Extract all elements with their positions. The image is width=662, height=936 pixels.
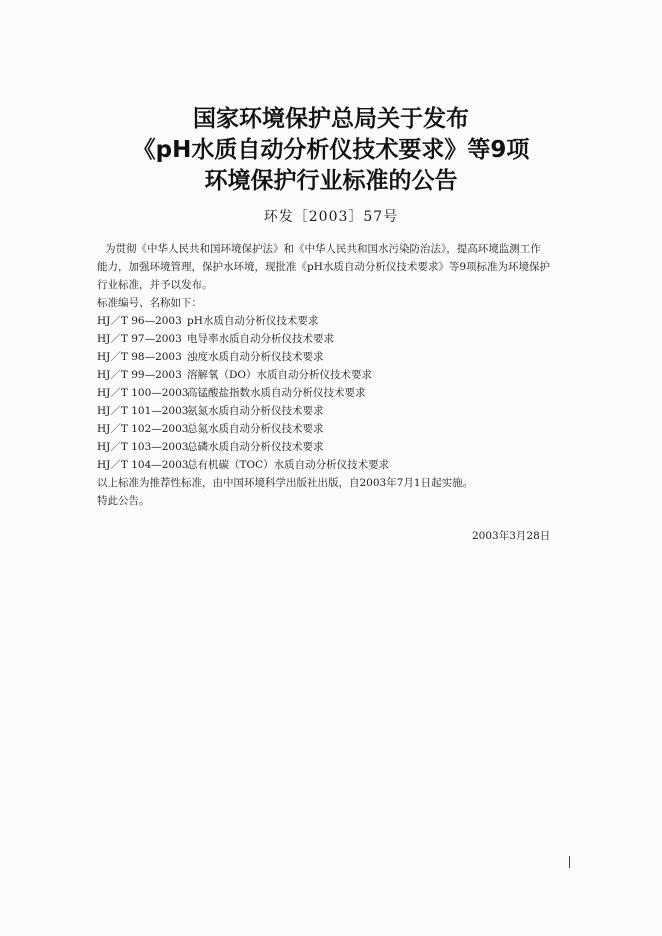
- list-item: [97, 348, 597, 366]
- standard-code: HJ／T 96—2003: [97, 315, 182, 327]
- list-item: [97, 384, 597, 402]
- standard-name: 浊度水质自动分析仪技术要求: [187, 351, 324, 363]
- standard-name: 氨氮水质自动分析仪技术要求: [187, 405, 324, 417]
- page-edge-mark: [569, 856, 570, 868]
- title-line-3: 环境保护行业标准的公告: [204, 168, 458, 194]
- intro-paragraph: [97, 240, 597, 294]
- standard-code: HJ／T 104—2003: [97, 459, 189, 471]
- standard-name: 高锰酸盐指数水质自动分析仪技术要求: [187, 387, 366, 399]
- title-line-2: 《pH水质自动分析仪技术要求》等9项: [132, 137, 530, 163]
- standard-code: HJ／T 98—2003: [97, 351, 182, 363]
- standard-code: HJ／T 103—2003: [97, 441, 189, 453]
- document-title: [0, 104, 662, 197]
- list-item: [97, 438, 597, 456]
- intro-line-1: 为贯彻《中华人民共和国环境保护法》和《中华人民共和国水污染防治法》，提高环境监测工作: [105, 243, 541, 255]
- list-item: [97, 312, 597, 330]
- intro-line-2: 能力，加强环境管理，保护水环境，现批准《pH水质自动分析仪技术要求》等9项标准为环境保护: [97, 261, 551, 273]
- title-line-1: 国家环境保护总局关于发布: [193, 106, 469, 132]
- list-item: [97, 402, 597, 420]
- intro-line-3: 行业标准，并予以发布。: [97, 279, 213, 291]
- document-body: [97, 240, 597, 510]
- standard-code: HJ／T 97—2003: [97, 333, 182, 345]
- standard-name: 总氮水质自动分析仪技术要求: [187, 423, 324, 435]
- standard-name: pH水质自动分析仪技术要求: [187, 315, 319, 327]
- standard-code: HJ／T 101—2003: [97, 405, 189, 417]
- standard-code: HJ／T 100—2003: [97, 387, 189, 399]
- list-item: [97, 330, 597, 348]
- standard-name: 总有机碳（TOC）水质自动分析仪技术要求: [187, 459, 390, 471]
- standard-code: HJ／T 102—2003: [97, 423, 189, 435]
- standard-name: 溶解氧（DO）水质自动分析仪技术要求: [187, 369, 373, 381]
- standards-list: [97, 312, 597, 474]
- list-item: [97, 366, 597, 384]
- standard-code: HJ／T 99—2003: [97, 369, 182, 381]
- document-date: 2003年3月28日: [472, 530, 551, 542]
- standard-name: 电导率水质自动分析仪技术要求: [187, 333, 334, 345]
- closing-announcement: 特此公告。: [97, 495, 150, 507]
- list-item: [97, 420, 597, 438]
- closing-statement: 以上标准为推荐性标准，由中国环境科学出版社出版，自2003年7月1日起实施。: [97, 477, 474, 489]
- list-heading: 标准编号、名称如下：: [97, 297, 202, 309]
- standard-name: 总磷水质自动分析仪技术要求: [187, 441, 324, 453]
- list-item: [97, 456, 597, 474]
- document-number: 环发［2003］57号: [263, 209, 399, 225]
